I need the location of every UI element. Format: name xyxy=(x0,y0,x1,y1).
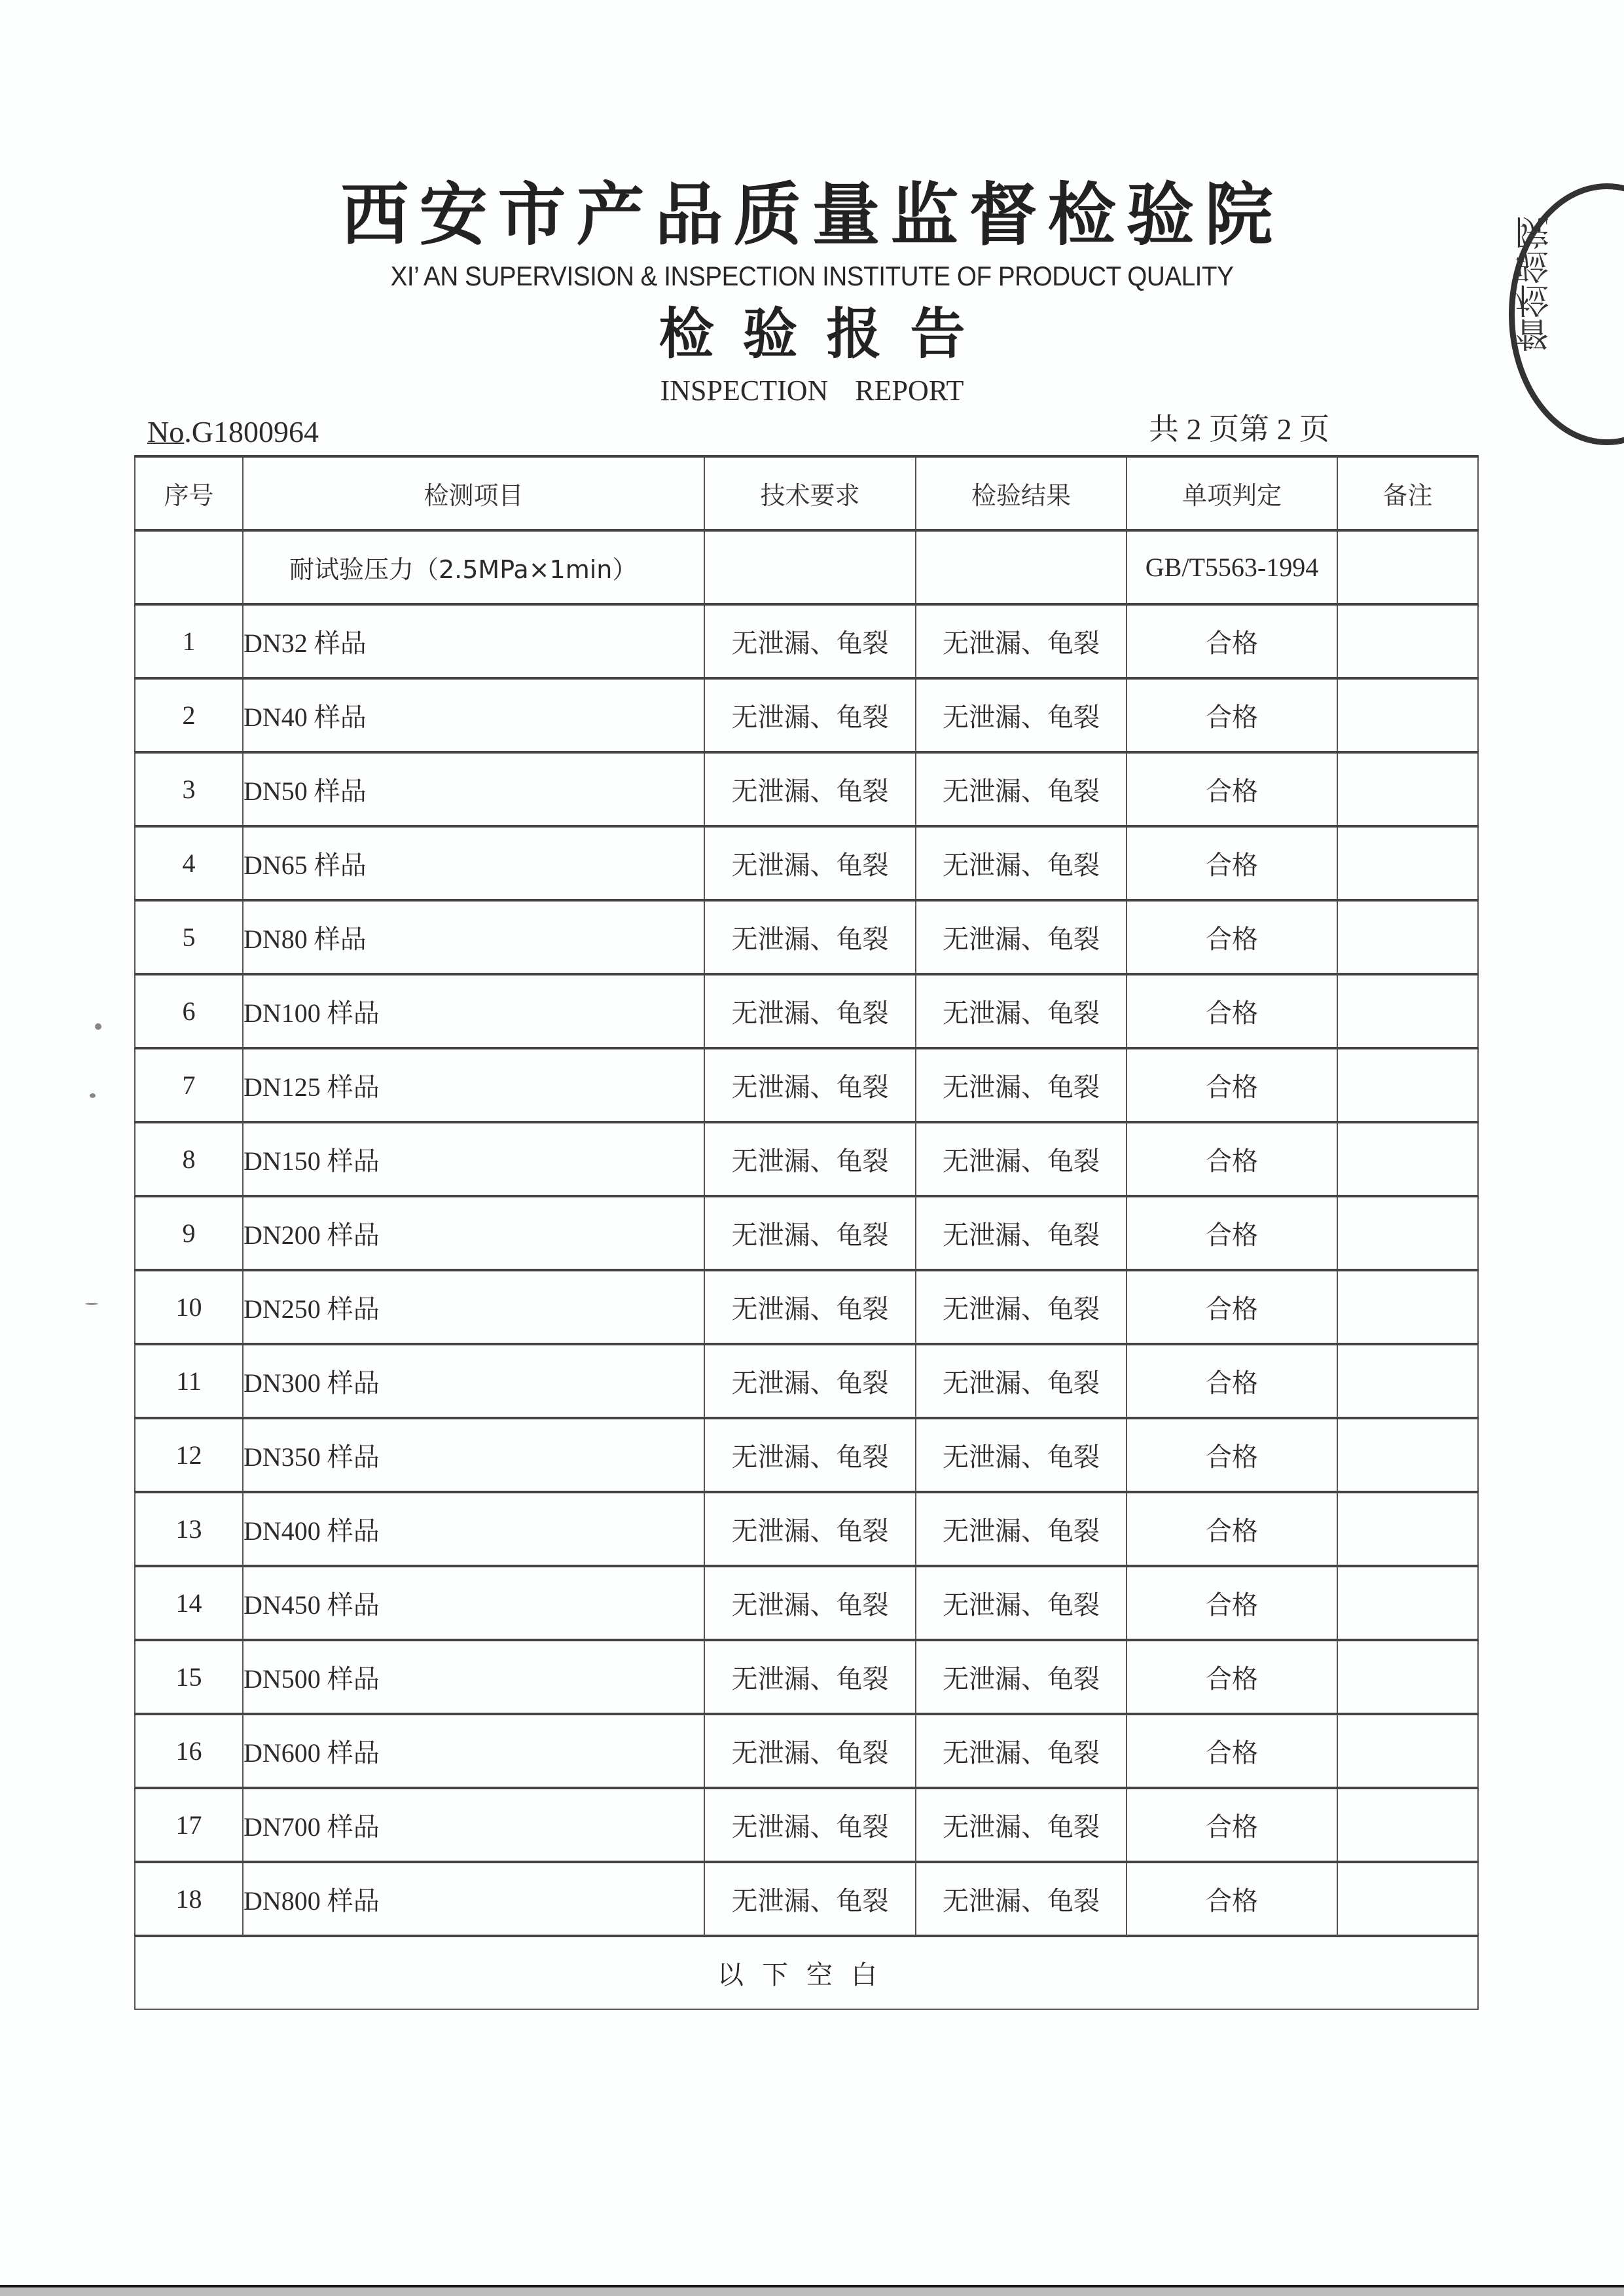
row-requirement: 无泄漏、龟裂 xyxy=(704,1566,916,1640)
row-requirement: 无泄漏、龟裂 xyxy=(704,900,916,974)
row-test-item: DN200 样品 xyxy=(243,1196,704,1270)
row-result: 无泄漏、龟裂 xyxy=(916,1418,1127,1492)
row-result: 无泄漏、龟裂 xyxy=(916,826,1127,900)
row-index: 9 xyxy=(135,1196,243,1270)
table-row xyxy=(135,604,1478,678)
row-remarks xyxy=(1337,826,1478,900)
row-requirement: 无泄漏、龟裂 xyxy=(704,974,916,1048)
table-row xyxy=(135,1788,1478,1862)
row-test-item: DN800 样品 xyxy=(243,1862,704,1936)
row-index: 15 xyxy=(135,1640,243,1714)
row-test-item: DN400 样品 xyxy=(243,1492,704,1566)
row-judgement: 合格 xyxy=(1127,974,1337,1048)
institute-name-cn: 西安市产品质量监督检验院 xyxy=(340,175,1284,255)
row-remarks xyxy=(1337,1270,1478,1344)
row-result: 无泄漏、龟裂 xyxy=(916,1492,1127,1566)
row-index: 4 xyxy=(135,826,243,900)
table-row xyxy=(135,678,1478,752)
table-row xyxy=(135,1566,1478,1640)
row-remarks xyxy=(1337,604,1478,678)
row-result: 无泄漏、龟裂 xyxy=(916,974,1127,1048)
row-index: 7 xyxy=(135,1048,243,1122)
column-header-result: 检验结果 xyxy=(916,456,1127,530)
row-test-item: DN450 样品 xyxy=(243,1566,704,1640)
row-test-item: DN250 样品 xyxy=(243,1270,704,1344)
row-judgement: 合格 xyxy=(1127,1270,1337,1344)
row-remarks xyxy=(1337,1566,1478,1640)
row-test-item: DN600 样品 xyxy=(243,1714,704,1788)
table-row xyxy=(135,974,1478,1048)
row-index: 18 xyxy=(135,1862,243,1936)
row-index: 12 xyxy=(135,1418,243,1492)
row-judgement: 合格 xyxy=(1127,1714,1337,1788)
row-judgement: 合格 xyxy=(1127,1566,1337,1640)
row-requirement: 无泄漏、龟裂 xyxy=(704,1640,916,1714)
row-remarks xyxy=(1337,1640,1478,1714)
row-judgement: 合格 xyxy=(1127,826,1337,900)
row-judgement: 合格 xyxy=(1127,604,1337,678)
row-judgement: 合格 xyxy=(1127,752,1337,826)
row-index: 5 xyxy=(135,900,243,974)
row-result: 无泄漏、龟裂 xyxy=(916,1270,1127,1344)
row-remarks xyxy=(1337,678,1478,752)
row-result: 无泄漏、龟裂 xyxy=(916,1344,1127,1418)
table-row xyxy=(135,826,1478,900)
report-title-en: INSPECTION REPORT xyxy=(660,374,964,407)
seal-text: 督检验院 xyxy=(1509,216,1548,352)
section-requirement-cell xyxy=(704,530,916,604)
row-judgement: 合格 xyxy=(1127,1196,1337,1270)
row-index: 13 xyxy=(135,1492,243,1566)
scan-speck xyxy=(90,1093,96,1098)
table-row xyxy=(135,1196,1478,1270)
report-number-value: .G1800964 xyxy=(184,415,319,448)
row-result: 无泄漏、龟裂 xyxy=(916,1566,1127,1640)
row-requirement: 无泄漏、龟裂 xyxy=(704,752,916,826)
report-number-prefix: No xyxy=(147,415,185,448)
row-requirement: 无泄漏、龟裂 xyxy=(704,1344,916,1418)
row-result: 无泄漏、龟裂 xyxy=(916,1862,1127,1936)
section-remarks-cell xyxy=(1337,530,1478,604)
row-test-item: DN65 样品 xyxy=(243,826,704,900)
row-remarks xyxy=(1337,1788,1478,1862)
institute-name-en: XI’ AN SUPERVISION & INSPECTION INSTITUTE OF PRODUCT QUALITY xyxy=(390,261,1234,291)
inspection-results-table xyxy=(134,455,1479,2010)
table-row xyxy=(135,1640,1478,1714)
table-row xyxy=(135,1122,1478,1196)
row-judgement: 合格 xyxy=(1127,1862,1337,1936)
scan-speck xyxy=(95,1023,101,1030)
scanner-edge xyxy=(0,2285,1624,2296)
row-remarks xyxy=(1337,1344,1478,1418)
row-remarks xyxy=(1337,1492,1478,1566)
row-remarks xyxy=(1337,900,1478,974)
row-test-item: DN500 样品 xyxy=(243,1640,704,1714)
row-remarks xyxy=(1337,1714,1478,1788)
row-test-item: DN50 样品 xyxy=(243,752,704,826)
row-test-item: DN700 样品 xyxy=(243,1788,704,1862)
table-row xyxy=(135,1418,1478,1492)
section-test-item: 耐试验压力（2.5MPa×1min） xyxy=(243,530,704,604)
row-result: 无泄漏、龟裂 xyxy=(916,752,1127,826)
row-remarks xyxy=(1337,1862,1478,1936)
row-index: 17 xyxy=(135,1788,243,1862)
row-result: 无泄漏、龟裂 xyxy=(916,1196,1127,1270)
row-test-item: DN80 样品 xyxy=(243,900,704,974)
row-test-item: DN350 样品 xyxy=(243,1418,704,1492)
blank-below-note: 以下空白 xyxy=(135,1936,1478,2009)
row-judgement: 合格 xyxy=(1127,1640,1337,1714)
row-remarks xyxy=(1337,752,1478,826)
row-index: 10 xyxy=(135,1270,243,1344)
table-footer-row xyxy=(135,1936,1478,2009)
row-requirement: 无泄漏、龟裂 xyxy=(704,604,916,678)
row-judgement: 合格 xyxy=(1127,1344,1337,1418)
row-requirement: 无泄漏、龟裂 xyxy=(704,1862,916,1936)
report-title-cn: 检验报告 xyxy=(659,302,994,366)
row-requirement: 无泄漏、龟裂 xyxy=(704,1788,916,1862)
row-test-item: DN100 样品 xyxy=(243,974,704,1048)
row-requirement: 无泄漏、龟裂 xyxy=(704,678,916,752)
table-row xyxy=(135,1270,1478,1344)
row-requirement: 无泄漏、龟裂 xyxy=(704,1196,916,1270)
row-requirement: 无泄漏、龟裂 xyxy=(704,826,916,900)
row-requirement: 无泄漏、龟裂 xyxy=(704,1122,916,1196)
row-judgement: 合格 xyxy=(1127,678,1337,752)
report-number xyxy=(147,414,319,450)
scan-speck xyxy=(85,1303,98,1305)
row-remarks xyxy=(1337,1418,1478,1492)
page-indicator: 共 2 页第 2 页 xyxy=(1149,412,1329,446)
row-index: 6 xyxy=(135,974,243,1048)
column-header-requirement: 技术要求 xyxy=(704,456,916,530)
table-row xyxy=(135,900,1478,974)
row-remarks xyxy=(1337,1196,1478,1270)
table-row xyxy=(135,1714,1478,1788)
table-row xyxy=(135,1048,1478,1122)
row-result: 无泄漏、龟裂 xyxy=(916,1640,1127,1714)
row-index: 14 xyxy=(135,1566,243,1640)
row-result: 无泄漏、龟裂 xyxy=(916,1714,1127,1788)
table-row xyxy=(135,1862,1478,1936)
table-row xyxy=(135,1344,1478,1418)
row-remarks xyxy=(1337,1122,1478,1196)
row-judgement: 合格 xyxy=(1127,1122,1337,1196)
section-standard: GB/T5563-1994 xyxy=(1127,530,1337,604)
column-header-test-item: 检测项目 xyxy=(243,456,704,530)
row-requirement: 无泄漏、龟裂 xyxy=(704,1418,916,1492)
row-test-item: DN40 样品 xyxy=(243,678,704,752)
row-judgement: 合格 xyxy=(1127,1788,1337,1862)
row-requirement: 无泄漏、龟裂 xyxy=(704,1492,916,1566)
row-test-item: DN300 样品 xyxy=(243,1344,704,1418)
row-judgement: 合格 xyxy=(1127,900,1337,974)
row-requirement: 无泄漏、龟裂 xyxy=(704,1048,916,1122)
row-test-item: DN32 样品 xyxy=(243,604,704,678)
table-row xyxy=(135,1492,1478,1566)
column-header-remarks: 备注 xyxy=(1337,456,1478,530)
row-result: 无泄漏、龟裂 xyxy=(916,678,1127,752)
row-index: 16 xyxy=(135,1714,243,1788)
section-result-cell xyxy=(916,530,1127,604)
row-test-item: DN125 样品 xyxy=(243,1048,704,1122)
column-header-index: 序号 xyxy=(135,456,243,530)
row-result: 无泄漏、龟裂 xyxy=(916,900,1127,974)
row-result: 无泄漏、龟裂 xyxy=(916,1122,1127,1196)
row-test-item: DN150 样品 xyxy=(243,1122,704,1196)
section-index-cell xyxy=(135,530,243,604)
row-index: 1 xyxy=(135,604,243,678)
section-row xyxy=(135,530,1478,604)
row-result: 无泄漏、龟裂 xyxy=(916,1048,1127,1122)
row-index: 8 xyxy=(135,1122,243,1196)
row-judgement: 合格 xyxy=(1127,1048,1337,1122)
row-judgement: 合格 xyxy=(1127,1418,1337,1492)
row-requirement: 无泄漏、龟裂 xyxy=(704,1270,916,1344)
row-index: 3 xyxy=(135,752,243,826)
row-result: 无泄漏、龟裂 xyxy=(916,604,1127,678)
row-remarks xyxy=(1337,1048,1478,1122)
row-index: 2 xyxy=(135,678,243,752)
row-requirement: 无泄漏、龟裂 xyxy=(704,1714,916,1788)
row-result: 无泄漏、龟裂 xyxy=(916,1788,1127,1862)
row-index: 11 xyxy=(135,1344,243,1418)
table-header-row xyxy=(135,456,1478,530)
column-header-judgement: 单项判定 xyxy=(1127,456,1337,530)
row-remarks xyxy=(1337,974,1478,1048)
table-row xyxy=(135,752,1478,826)
row-judgement: 合格 xyxy=(1127,1492,1337,1566)
